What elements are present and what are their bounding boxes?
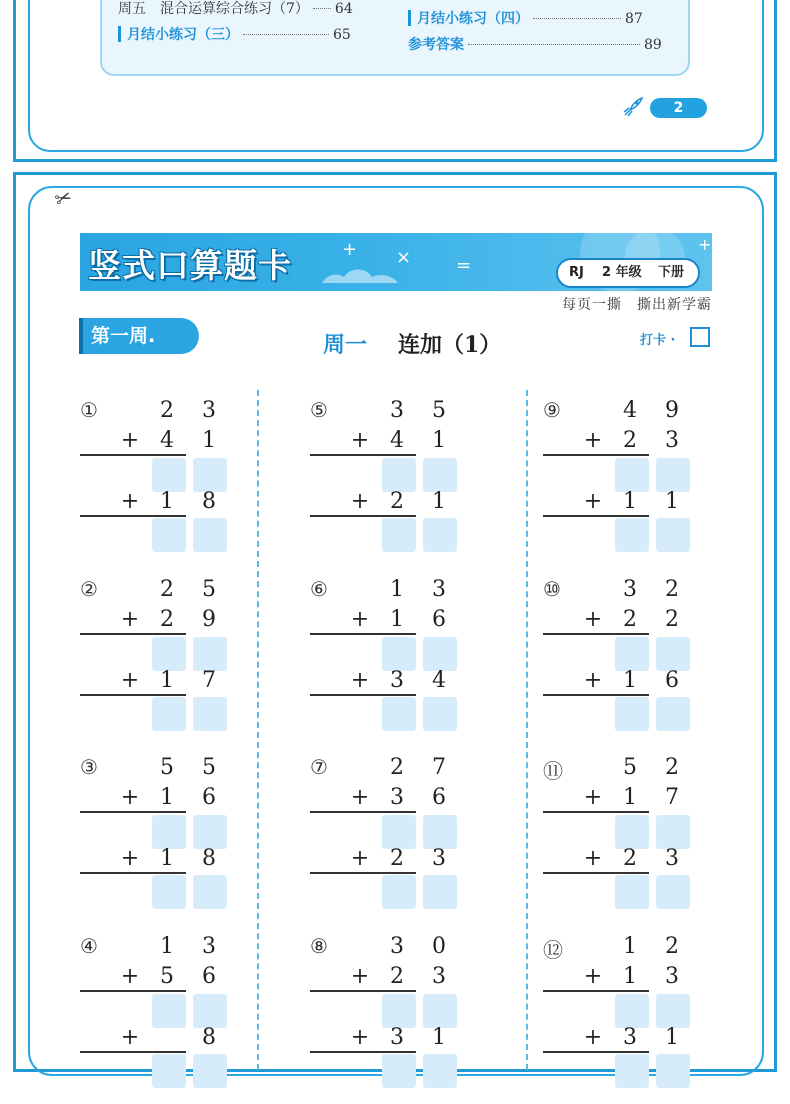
rocket-icon [622,96,644,122]
lesson-title: 连加（1） [398,332,502,358]
answer-box[interactable] [152,815,186,849]
addend-ones-digit: 1 [202,428,216,453]
answer-box[interactable] [152,518,186,552]
sum-line [80,694,186,696]
toc-dots [533,18,621,19]
grade-badge [556,258,700,288]
answer-box[interactable] [423,637,457,671]
sum-line [80,1051,186,1053]
answer-box[interactable] [193,875,227,909]
toc-item[interactable] [408,34,662,54]
addend-tens-digit: 1 [160,846,174,871]
addend-ones-digit: 8 [202,1025,216,1050]
addend-ones-digit: 5 [202,577,216,602]
addend-tens-digit: 2 [390,964,404,989]
answer-box[interactable] [615,637,649,671]
toc-item[interactable] [118,0,353,18]
addend-ones-digit: 3 [665,846,679,871]
answer-box[interactable] [382,1054,416,1088]
day-title: 周一 [323,332,368,358]
answer-box[interactable] [615,518,649,552]
answer-box[interactable] [656,994,690,1028]
addend-tens-digit: 3 [390,668,404,693]
problem-number: ⑧ [310,934,328,958]
problem-number: ⑤ [310,398,328,422]
addend-ones-digit: 8 [202,846,216,871]
plus-sign: + [583,428,603,453]
addend-ones-digit: 2 [665,607,679,632]
addend-tens-digit: 2 [160,607,174,632]
sum-line [80,872,186,874]
addend-ones-digit: 2 [665,934,679,959]
sum-line [543,454,649,456]
addend-ones-digit: 9 [665,398,679,423]
column-divider [526,390,528,1070]
answer-box[interactable] [656,518,690,552]
addend-ones-digit: 8 [202,489,216,514]
addend-tens-digit: 2 [623,428,637,453]
addition-problem [310,755,510,925]
badge-code: RJ [569,265,584,280]
addend-tens-digit: 1 [160,668,174,693]
answer-box[interactable] [423,875,457,909]
addend-tens-digit: 2 [390,755,404,780]
plus-sign: + [120,1025,140,1050]
addend-ones-digit: 0 [432,934,446,959]
addend-ones-digit: 3 [202,398,216,423]
addend-tens-digit: 5 [160,964,174,989]
answer-box[interactable] [152,994,186,1028]
page-number-badge: 2 [650,98,707,118]
addition-problem [80,398,280,568]
plus-sign: + [583,846,603,871]
plus-sign: + [350,489,370,514]
plus-sign: + [120,607,140,632]
toc-item-label: 月结小练习（四） [417,11,529,27]
addend-ones-digit: 1 [432,1025,446,1050]
answer-box[interactable] [193,458,227,492]
times-decoration-icon: × [396,247,412,268]
addend-ones-digit: 5 [432,398,446,423]
answer-box[interactable] [423,458,457,492]
toc-dots [243,34,329,35]
checkin-label: 打卡 · [640,333,676,348]
addend-tens-digit: 2 [390,846,404,871]
sum-line [310,872,416,874]
plus-sign: + [350,668,370,693]
addend-tens-digit: 2 [160,398,174,423]
addend-tens-digit: 1 [390,607,404,632]
answer-box[interactable] [193,518,227,552]
sum-line [310,454,416,456]
addend-tens-digit: 1 [623,489,637,514]
plus-sign: + [350,607,370,632]
sum-line [80,990,186,992]
plus-sign: + [350,1025,370,1050]
addend-tens-digit: 2 [160,577,174,602]
answer-box[interactable] [615,994,649,1028]
addition-problem [543,577,743,747]
addend-tens-digit: 2 [623,846,637,871]
problem-number: ⑪ [543,759,563,783]
sum-line [543,694,649,696]
toc-marker [118,26,121,42]
addend-ones-digit: 3 [432,577,446,602]
toc-dots [468,44,640,45]
sum-line [310,694,416,696]
addend-tens-digit: 1 [160,934,174,959]
plus-sign: + [350,785,370,810]
answer-box[interactable] [656,637,690,671]
plus-sign: + [120,785,140,810]
addition-problem [543,934,743,1104]
problem-number: ⑨ [543,398,561,422]
addend-tens-digit: 1 [623,934,637,959]
sum-line [543,1051,649,1053]
answer-box[interactable] [423,815,457,849]
addend-tens-digit: 1 [623,668,637,693]
addend-ones-digit: 2 [665,755,679,780]
answer-box[interactable] [615,1054,649,1088]
answer-box[interactable] [423,697,457,731]
addend-tens-digit: 4 [160,428,174,453]
answer-box[interactable] [152,637,186,671]
plus-sign: + [350,964,370,989]
problem-number: ⑫ [543,938,563,962]
addend-ones-digit: 3 [432,846,446,871]
sum-line [80,454,186,456]
answer-box[interactable] [152,1054,186,1088]
addend-ones-digit: 1 [432,489,446,514]
sum-line [310,811,416,813]
addend-ones-digit: 6 [202,964,216,989]
answer-box[interactable] [152,697,186,731]
addend-ones-digit: 7 [432,755,446,780]
answer-box[interactable] [656,815,690,849]
plus-sign: + [583,607,603,632]
addend-tens-digit: 2 [623,607,637,632]
plus-sign: + [120,964,140,989]
answer-box[interactable] [193,637,227,671]
sum-line [80,811,186,813]
plus-sign: + [583,1025,603,1050]
addend-ones-digit: 9 [202,607,216,632]
answer-box[interactable] [193,1054,227,1088]
addition-problem [310,398,510,568]
badge-volume: 下册 [658,265,685,280]
addend-tens-digit: 3 [390,398,404,423]
addend-tens-digit: 1 [623,964,637,989]
answer-box[interactable] [193,697,227,731]
badge-grade: 2 年级 [602,265,642,280]
addend-tens-digit: 4 [623,398,637,423]
answer-box[interactable] [656,875,690,909]
problem-number: ④ [80,934,98,958]
addend-ones-digit: 4 [432,668,446,693]
sum-line [80,633,186,635]
slogan: 每页一撕 撕出新学霸 [562,297,712,313]
addend-tens-digit: 3 [390,934,404,959]
toc-item-label: 周五 混合运算综合练习（7） [118,1,309,17]
week-label: 第一周. [79,318,199,354]
problem-number: ② [80,577,98,601]
plus-sign: + [583,668,603,693]
plus-sign: + [583,785,603,810]
addition-problem [543,398,743,568]
problem-number: ③ [80,755,98,779]
addend-tens-digit: 1 [160,489,174,514]
addend-ones-digit: 3 [665,428,679,453]
addend-ones-digit: 6 [665,668,679,693]
toc-item[interactable] [408,8,643,28]
answer-box[interactable] [152,458,186,492]
toc-dots [313,8,331,9]
equals-decoration-icon: = [456,255,472,276]
addend-tens-digit: 5 [623,755,637,780]
plus-sign: + [583,964,603,989]
addend-tens-digit: 3 [390,785,404,810]
toc-item-page: 87 [625,11,643,27]
plus-sign: + [350,846,370,871]
addend-ones-digit: 5 [202,755,216,780]
answer-box[interactable] [615,815,649,849]
addend-tens-digit: 2 [390,489,404,514]
sum-line [543,872,649,874]
answer-box[interactable] [423,994,457,1028]
week-label-accent [79,318,83,354]
toc-item[interactable] [118,24,351,44]
addition-problem [310,577,510,747]
problem-number: ⑥ [310,577,328,601]
addend-tens-digit: 3 [390,1025,404,1050]
toc-item-label: 月结小练习（三） [127,27,239,43]
scissors-icon: ✂ [51,183,76,213]
addend-tens-digit: 1 [390,577,404,602]
plus-sign: + [583,489,603,514]
toc-item-page: 64 [334,1,353,17]
addend-ones-digit: 6 [432,785,446,810]
plus-decoration-icon: + [698,235,712,254]
plus-sign: + [120,846,140,871]
answer-box[interactable] [615,875,649,909]
sum-line [310,515,416,517]
sum-line [310,990,416,992]
addend-ones-digit: 2 [665,577,679,602]
addition-problem [80,755,280,925]
addend-ones-digit: 7 [665,785,679,810]
answer-box[interactable] [656,458,690,492]
answer-box[interactable] [423,1054,457,1088]
toc-item-page: 65 [333,27,351,43]
plus-decoration-icon: + [342,239,358,260]
addition-problem [310,934,510,1104]
answer-box[interactable] [382,697,416,731]
addend-ones-digit: 7 [202,668,216,693]
addend-tens-digit: 5 [160,755,174,780]
addition-problem [80,577,280,747]
addend-tens-digit: 3 [623,577,637,602]
addend-tens-digit: 3 [623,1025,637,1050]
answer-box[interactable] [382,458,416,492]
addend-ones-digit: 6 [202,785,216,810]
plus-sign: + [120,428,140,453]
addition-problem [80,934,280,1104]
addend-ones-digit: 1 [665,1025,679,1050]
sum-line [543,515,649,517]
addend-tens-digit: 1 [623,785,637,810]
answer-box[interactable] [382,994,416,1028]
checkin-checkbox[interactable] [690,327,710,347]
answer-box[interactable] [193,994,227,1028]
answer-box[interactable] [382,637,416,671]
problem-number: ① [80,398,98,422]
answer-box[interactable] [656,1054,690,1088]
answer-box[interactable] [193,815,227,849]
answer-box[interactable] [152,875,186,909]
answer-box[interactable] [615,697,649,731]
plus-sign: + [120,668,140,693]
problem-number: ⑦ [310,755,328,779]
answer-box[interactable] [382,518,416,552]
sum-line [80,515,186,517]
addend-tens-digit: 1 [160,785,174,810]
problem-number: ⑩ [543,577,561,601]
plus-sign: + [120,489,140,514]
plus-sign: + [350,428,370,453]
sum-line [310,1051,416,1053]
sum-line [310,633,416,635]
addend-ones-digit: 3 [665,964,679,989]
toc-marker [408,10,411,26]
answer-box[interactable] [382,815,416,849]
banner-title: 竖式口算题卡 [88,246,292,285]
sum-line [543,811,649,813]
answer-box[interactable] [615,458,649,492]
addend-ones-digit: 6 [432,607,446,632]
answer-box[interactable] [382,875,416,909]
sum-line [543,990,649,992]
addend-ones-digit: 1 [432,428,446,453]
addend-ones-digit: 3 [432,964,446,989]
sum-line [543,633,649,635]
addend-tens-digit: 4 [390,428,404,453]
addition-problem [543,755,743,925]
addend-ones-digit: 3 [202,934,216,959]
answer-box[interactable] [656,697,690,731]
toc-item-page: 89 [644,37,662,53]
toc-item-label: 参考答案 [408,37,464,53]
answer-box[interactable] [423,518,457,552]
addend-ones-digit: 1 [665,489,679,514]
